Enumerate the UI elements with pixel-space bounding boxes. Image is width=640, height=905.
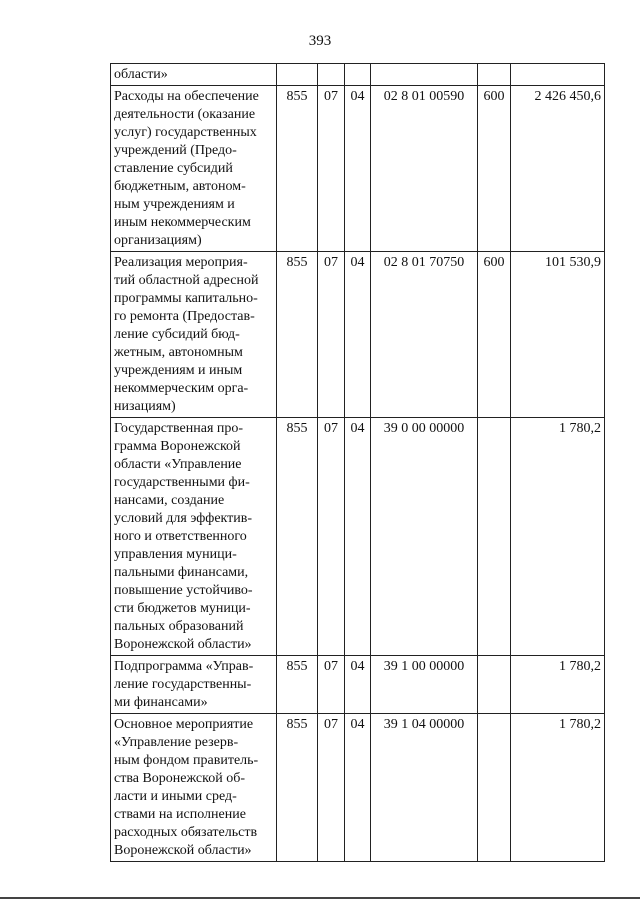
amount-cell: 101 530,9 bbox=[511, 252, 605, 418]
target-article-cell: 39 1 00 00000 bbox=[371, 656, 478, 714]
expense-name-cell bbox=[111, 64, 277, 86]
section-cell: 07 bbox=[318, 86, 345, 252]
scan-bottom-edge bbox=[0, 897, 640, 899]
target-article-cell: 02 8 01 00590 bbox=[371, 86, 478, 252]
expense-type-cell bbox=[478, 418, 511, 656]
expense-name-cell bbox=[111, 714, 277, 862]
amount-cell: 1 780,2 bbox=[511, 714, 605, 862]
subsection-cell: 04 bbox=[345, 714, 371, 862]
grbs-cell: 855 bbox=[277, 714, 318, 862]
table-row bbox=[111, 714, 605, 862]
target-article-cell bbox=[371, 64, 478, 86]
expense-type-cell bbox=[478, 656, 511, 714]
grbs-cell: 855 bbox=[277, 656, 318, 714]
expense-type-cell bbox=[478, 714, 511, 862]
target-article-cell: 02 8 01 70750 bbox=[371, 252, 478, 418]
expense-name-cell bbox=[111, 656, 277, 714]
budget-table bbox=[110, 63, 605, 862]
table-row bbox=[111, 86, 605, 252]
page-number: 393 bbox=[308, 33, 332, 49]
table-row bbox=[111, 418, 605, 656]
table-row bbox=[111, 64, 605, 86]
subsection-cell: 04 bbox=[345, 252, 371, 418]
subsection-cell: 04 bbox=[345, 86, 371, 252]
expense-name: Реализация мероприя- тий областной адресной программы капитально- го ремонта (Предостав- ление субсидий бюд- жетным, автономным учреждениям и иным некоммерческим орга- низациям) bbox=[114, 255, 259, 414]
amount-cell: 2 426 450,6 bbox=[511, 86, 605, 252]
table-row bbox=[111, 252, 605, 418]
subsection-cell: 04 bbox=[345, 418, 371, 656]
grbs-cell: 855 bbox=[277, 86, 318, 252]
subsection-cell: 04 bbox=[345, 656, 371, 714]
expense-name-cell bbox=[111, 418, 277, 656]
expense-name: Основное мероприятие «Управление резерв- ным фондом правитель- ства Воронежской об- ласти и иными сред- ствами на исполнение расходных обязательств Воронежской области» bbox=[114, 717, 259, 858]
expense-name: Расходы на обеспечение деятельности (оказание услуг) государственных учреждений (Предо- ставление субсидий бюджетным, автоном- ным учреждениям и иным некоммерческим организациям) bbox=[114, 89, 259, 248]
grbs-cell bbox=[277, 64, 318, 86]
expense-name: Государственная про- грамма Воронежской области «Управление государственными фи- нансами, создание условий для эффектив- ного и ответственного управления муници- пальными финансами, повышение устойчиво- сти бюджетов муници- пальных образований Воронежской области» bbox=[114, 421, 253, 652]
expense-type-cell: 600 bbox=[478, 86, 511, 252]
grbs-cell: 855 bbox=[277, 418, 318, 656]
expense-type-cell bbox=[478, 64, 511, 86]
section-cell: 07 bbox=[318, 714, 345, 862]
amount-cell: 1 780,2 bbox=[511, 418, 605, 656]
section-cell bbox=[318, 64, 345, 86]
subsection-cell bbox=[345, 64, 371, 86]
expense-name-cell bbox=[111, 86, 277, 252]
expense-type-cell: 600 bbox=[478, 252, 511, 418]
target-article-cell: 39 0 00 00000 bbox=[371, 418, 478, 656]
table-row bbox=[111, 656, 605, 714]
expense-name: Подпрограмма «Управ- ление государственны- ми финансами» bbox=[114, 659, 254, 710]
section-cell: 07 bbox=[318, 418, 345, 656]
grbs-cell: 855 bbox=[277, 252, 318, 418]
expense-name-cell bbox=[111, 252, 277, 418]
amount-cell bbox=[511, 64, 605, 86]
section-cell: 07 bbox=[318, 656, 345, 714]
section-cell: 07 bbox=[318, 252, 345, 418]
target-article-cell: 39 1 04 00000 bbox=[371, 714, 478, 862]
expense-name: области» bbox=[114, 67, 168, 82]
amount-cell: 1 780,2 bbox=[511, 656, 605, 714]
